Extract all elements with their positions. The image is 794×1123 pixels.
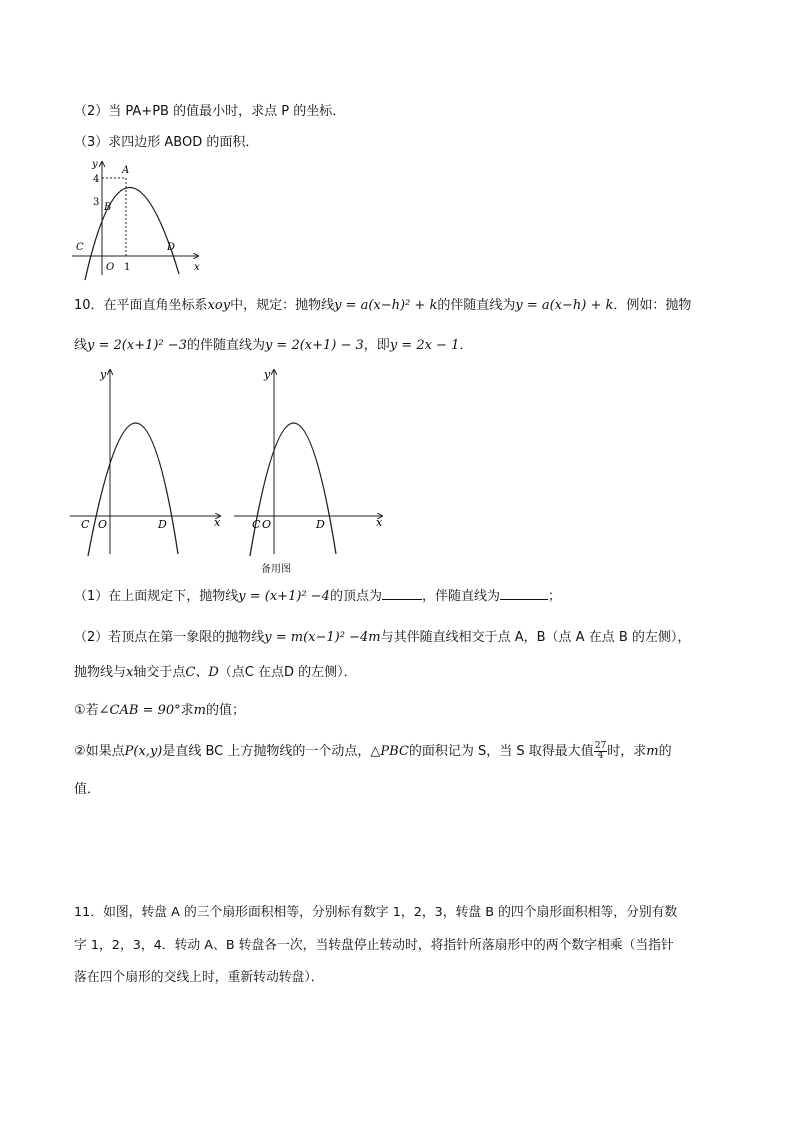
tick-3: 3 — [93, 197, 100, 208]
triangle-PBC: △PBC — [370, 744, 409, 759]
label-x: x — [376, 516, 383, 529]
q11-line3: 落在四个扇形的交线上时，重新转动转盘）． — [74, 970, 324, 985]
tick-4: 4 — [93, 174, 100, 185]
label-C: C — [252, 518, 261, 531]
q11-line2: 字 1，2，3，4．转动 A、B 转盘各一次，当转盘停止转动时，将指针所落扇形中的两个数字相乘（当指针 — [74, 938, 674, 953]
q10-part2-line2: 抛物线与x轴交于点C、D（点C 在点D 的左侧）． — [74, 665, 357, 680]
q9-figure — [66, 158, 206, 278]
vertex-answer-blank[interactable] — [382, 587, 422, 600]
label-y: y — [92, 159, 98, 170]
parabola-general: y = a(x−h)² + k — [334, 298, 438, 313]
label-C: C — [76, 242, 84, 253]
point-P: P(x,y) — [124, 744, 163, 759]
q9-part3: （3）求四边形 ABOD 的面积． — [74, 135, 259, 150]
part1-parabola: y = (x+1)² −4 — [238, 589, 330, 604]
q10-figure-left — [68, 366, 228, 556]
label-x: x — [194, 262, 200, 273]
parabola-curve — [250, 423, 336, 556]
label-D: D — [167, 242, 176, 253]
label-O: O — [106, 262, 115, 273]
backup-figure-caption: 备用图 — [261, 564, 291, 575]
q10-figure-right — [232, 366, 392, 556]
label-D: D — [316, 518, 325, 531]
example-parabola: y = 2(x+1)² −3 — [87, 338, 187, 353]
q11-line1: 11．如图，转盘 A 的三个扇形面积相等，分别标有数字 1，2，3，转盘 B 的四个扇形面积相等，分别有数 — [74, 905, 678, 920]
label-C: C — [81, 518, 90, 531]
tick-1: 1 — [124, 262, 131, 273]
example-line: y = 2(x+1) − 3 — [264, 338, 364, 353]
q10-sub2: ②如果点P(x,y)是直线 BC 上方抛物线的一个动点，△PBC的面积记为 S，当 S 取得最大值 $\frac{27}{4}$ 时，求m的 — [74, 741, 672, 761]
line-answer-blank[interactable] — [500, 587, 548, 600]
label-O: O — [98, 518, 108, 531]
q10-sub1: ①若∠CAB = 90°求m的值； — [74, 703, 245, 718]
part2-parabola: y = m(x−1)² −4m — [264, 630, 381, 645]
label-D: D — [158, 518, 167, 531]
q10-part1: （1）在上面规定下，抛物线y = (x+1)² −4的顶点为 ，伴随直线为 ； — [74, 589, 561, 604]
label-A: A — [122, 165, 130, 176]
label-O: O — [262, 518, 272, 531]
q9-part2: （2）当 PA+PB 的值最小时，求点 P 的坐标． — [74, 104, 346, 119]
label-x: x — [214, 516, 221, 529]
line-general: y = a(x−h) + k — [515, 298, 614, 313]
example-simplified: y = 2x − 1 — [389, 338, 460, 353]
parabola-curve — [88, 423, 178, 556]
label-y: y — [264, 368, 271, 381]
max-area-fraction: $\frac{27}{4}$ — [594, 741, 607, 761]
label-y: y — [100, 368, 107, 381]
q10-intro: 10．在平面直角坐标系xoy中，规定：抛物线y = a(x−h)² + k的伴随直线为y = a(x−h) + k．例如：抛物 — [74, 298, 692, 313]
q10-example: 线y = 2(x+1)² −3的伴随直线为y = 2(x+1) − 3，即y = 2x − 1． — [74, 338, 473, 353]
label-B: B — [104, 202, 112, 213]
q10-sub2-end: 值． — [74, 782, 101, 797]
q10-part2: （2）若顶点在第一象限的抛物线y = m(x−1)² −4m与其伴随直线相交于点 A，B（点 A 在点 B 的左侧）， — [74, 630, 691, 645]
angle-condition: ∠CAB = 90° — [98, 703, 181, 718]
